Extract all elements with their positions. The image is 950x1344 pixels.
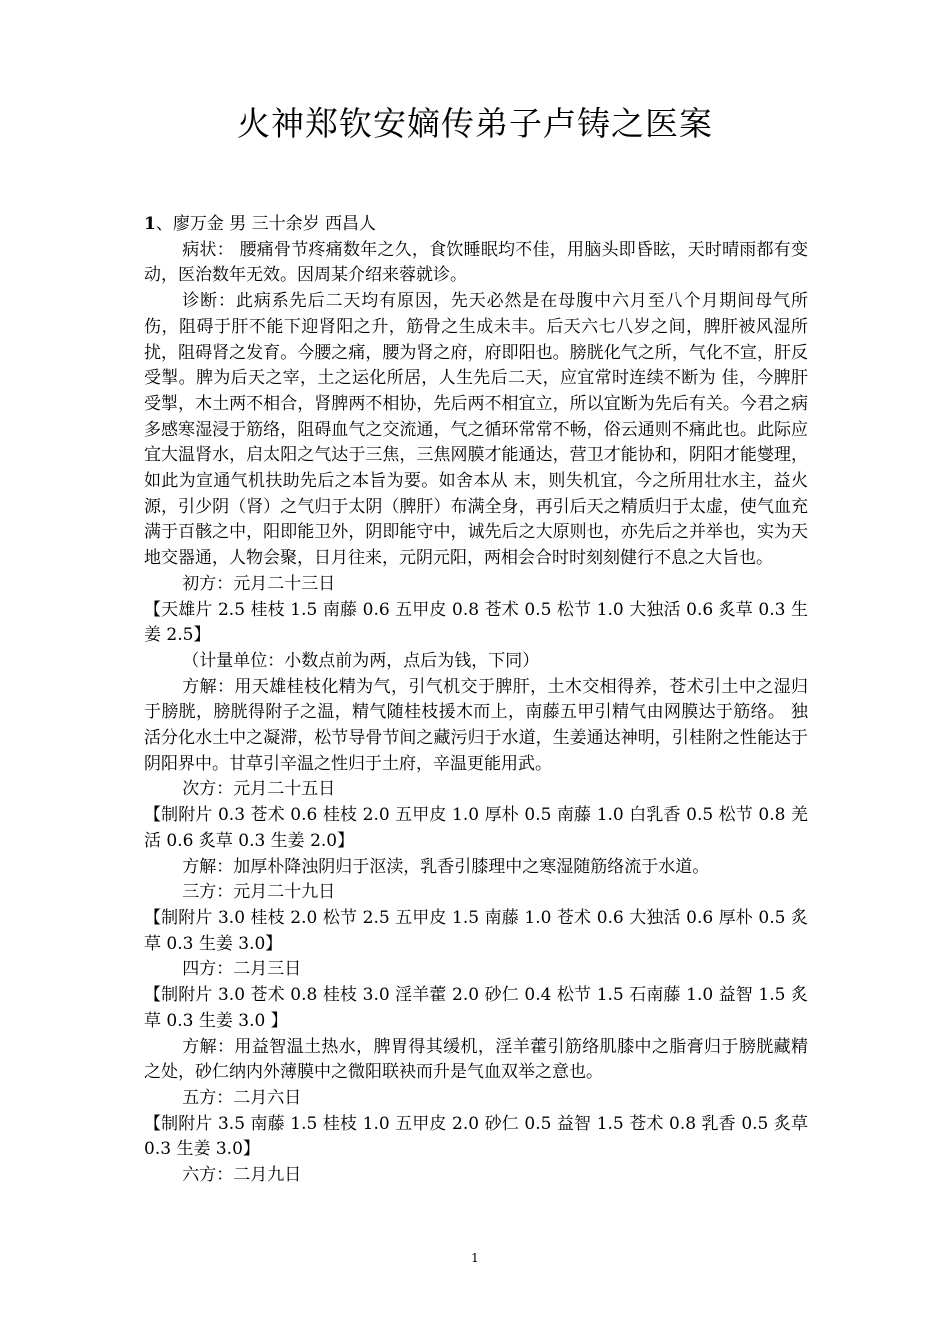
case-paragraph: 【天雄片 2.5 桂枝 1.5 南藤 0.6 五甲皮 0.8 苍术 0.5 松节 1.0 大独活 0.6 炙草 0.3 生姜 2.5】: [144, 599, 808, 646]
case-number: 1: [144, 214, 156, 234]
case-paragraph: 次方：元月二十五日: [182, 779, 336, 800]
case-paragraph: 六方：二月九日: [182, 1165, 302, 1186]
case-paragraph: 方解：加厚朴降浊阴归于沤渎，乳香引膝理中之寒湿随筋络流于水道。: [182, 856, 710, 877]
case-paragraph: 病状： 腰痛骨节疼痛数年之久，食饮睡眠均不佳，用脑头即昏眩，天时晴雨都有变动，医治数年无效。因周某介绍来蓉就诊。: [144, 239, 808, 286]
case-body: [144, 212, 808, 1189]
case-paragraph: 五方：二月六日: [182, 1087, 302, 1108]
case-paragraph: 方解：用益智温土热水，脾胃得其缓机，淫羊藿引筋络肌膝中之脂膏归于膀胱藏精之处，砂仁纳内外薄膜中之微阳联袂而升是气血双举之意也。: [144, 1036, 808, 1083]
case-paragraph: 诊断：此病系先后二天均有原因，先天必然是在母腹中六月至八个月期间母气所伤，阻碍于肝不能下迎肾阳之升，筋骨之生成未丰。后天六七八岁之间，脾肝被风湿所 扰，阻碍肾之发育。今腰之痛，腰为肾之府，府即阳也。膀胱化气之所，气化不宣，肝反受掣。脾为后天之宰，土之运化所居，人生先后二天，应宜常时连续不断为 佳，今脾肝受掣，木土两不相合，肾脾两不相协，先后两不相宜立，所以宜断为先后有关。今君之病多感寒湿浸于筋络，阻碍血气之交流通，气之循环常常不畅，俗云通则不痛此也。此际应宜大温肾水，启太阳之气达于三焦，三焦网膜才能通达，营卫才能协和，阴阳才能燮理，如此为宣通气机扶助先后之本旨为要。如舍本从 末，则失机宜，今之所用壮水主，益火源，引少阴（肾）之气归于太阴（脾肝）布满全身，再引后天之精质归于太虚，使气血充满于百骸之中，阳即能卫外，阴即能守中，诚先后之大原则也，亦先后之并举也，实为天地交器通，人物会聚，日月往来，元阴元阳，两相会合时时刻刻健行不息之大旨也。: [144, 291, 808, 569]
document-title: 火神郑钦安嫡传弟子卢铸之医案: [237, 104, 713, 143]
case-paragraph: 四方：二月三日: [182, 959, 302, 980]
case-paragraph: 【制附片 0.3 苍术 0.6 桂枝 2.0 五甲皮 1.0 厚朴 0.5 南藤 1.0 白乳香 0.5 松节 0.8 羌活 0.6 炙草 0.3 生姜 2.0】: [144, 805, 808, 851]
case-paragraph: 初方：元月二十三日: [182, 573, 336, 594]
page-number: 1: [471, 1251, 479, 1265]
case-heading-text: 、廖万金 男 三十余岁 西昌人: [155, 214, 377, 234]
case-paragraph: 【制附片 3.0 苍术 0.8 桂枝 3.0 淫羊藿 2.0 砂仁 0.4 松节 1.5 石南藤 1.0 益智 1.5 炙草 0.3 生姜 3.0 】: [144, 985, 808, 1031]
case-paragraph: 方解：用天雄桂枝化精为气，引气机交于脾肝，土木交相得养，苍术引土中之湿归于膀胱，膀胱得附子之温，精气随桂枝援木而上，南藤五甲引精气由网膜达于筋络。 独活分化水土中之凝滞，松节导骨节间之藏污归于水道，生姜通达神明，引桂附之性能达于阴阳界中。甘草引辛温之性归于土府，辛温更能用武。: [144, 676, 808, 774]
case-heading: [144, 212, 808, 238]
case-paragraph: （计量单位：小数点前为两，点后为钱，下同）: [182, 650, 540, 671]
case-paragraph: 三方：元月二十九日: [182, 882, 336, 903]
case-paragraph: 【制附片 3.5 南藤 1.5 桂枝 1.0 五甲皮 2.0 砂仁 0.5 益智 1.5 苍术 0.8 乳香 0.5 炙草 0.3 生姜 3.0】: [144, 1113, 808, 1160]
case-paragraph: 【制附片 3.0 桂枝 2.0 松节 2.5 五甲皮 1.5 南藤 1.0 苍术 0.6 大独活 0.6 厚朴 0.5 炙草 0.3 生姜 3.0】: [144, 907, 808, 954]
